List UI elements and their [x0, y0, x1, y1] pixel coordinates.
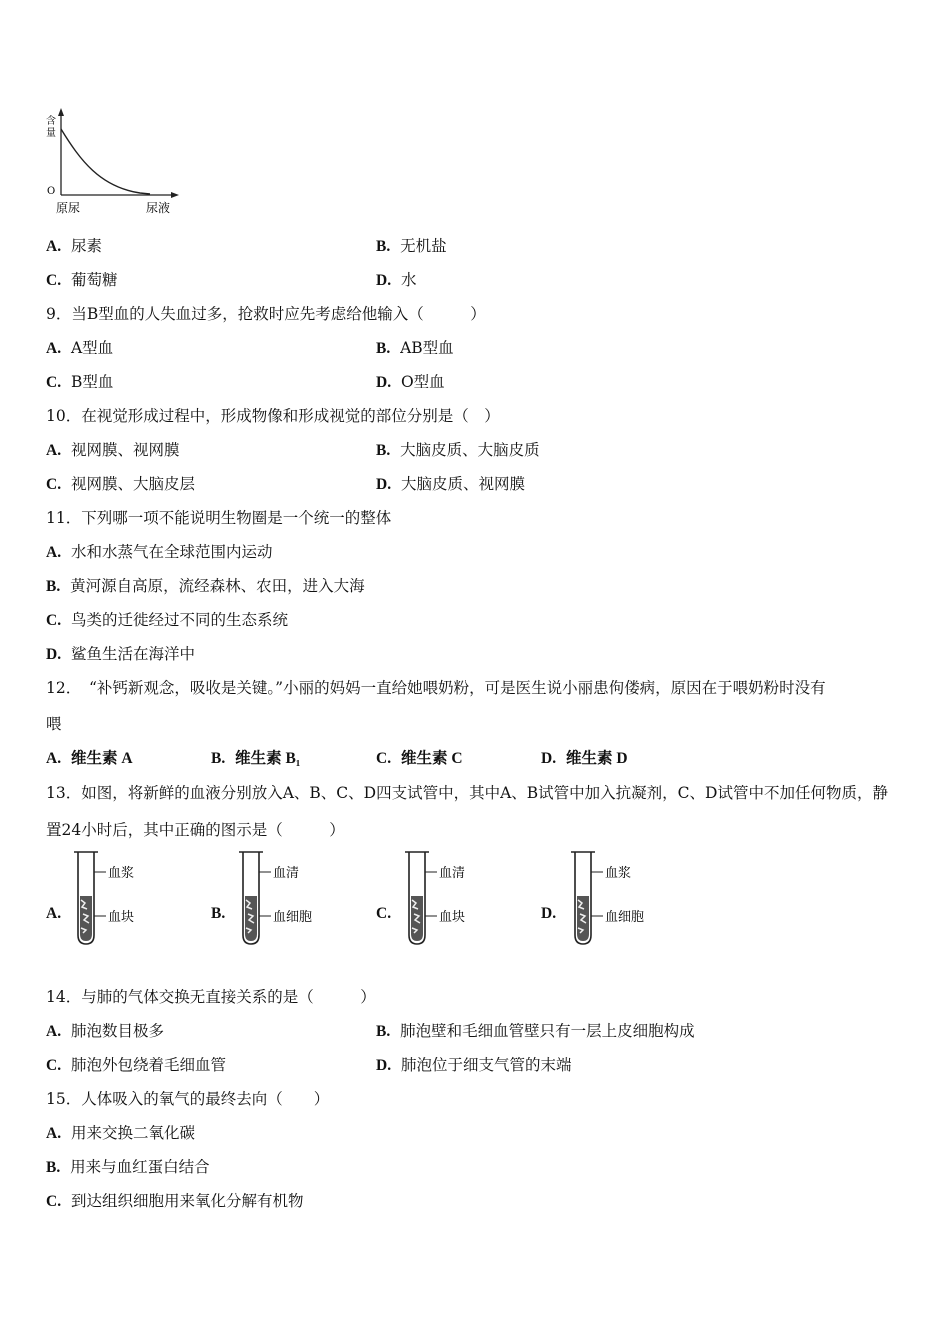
q14-option-b: B. 肺泡壁和毛细血管壁只有一层上皮细胞构成	[376, 1022, 695, 1040]
q9-option-d: D. O型血	[376, 373, 445, 391]
graph-x-end: 尿液	[146, 201, 171, 215]
q10-stem: 10．在视觉形成过程中，形成物像和形成视觉的部位分别是（ ）	[46, 407, 500, 425]
q10-option-c: C. 视网膜、大脑皮层	[46, 475, 195, 493]
q15-option-c: C. 到达组织细胞用来氧化分解有机物	[46, 1192, 304, 1210]
graph-x-start: 原尿	[56, 201, 81, 215]
q10-option-d: D. 大脑皮质、视网膜	[376, 475, 525, 493]
q9-stem: 9．当B型血的人失血过多，抢救时应先考虑给他输入（ ）	[46, 305, 486, 323]
tube-c-top-label: 血清	[439, 866, 466, 881]
tube-b-bottom-label: 血细胞	[273, 910, 313, 925]
q11-option-b: B. 黄河源自高原，流经森林、农田，进入大海	[46, 577, 365, 595]
q11-option-a: A. 水和水蒸气在全球范围内运动	[46, 543, 273, 561]
q12-stem-line1: 12． “补钙新观念，吸收是关键。”小丽的妈妈一直给她喂奶粉，可是医生说小丽患佝偻病，原因在于喂奶粉时没有	[46, 679, 826, 697]
tube-b-letter: B.	[211, 905, 226, 922]
q11-option-d: D. 鲨鱼生活在海洋中	[46, 645, 195, 663]
q11-stem: 11．下列哪一项不能说明生物圈是一个统一的整体	[46, 509, 392, 527]
q12-option-b: B. 维生素 B₁	[211, 750, 301, 767]
tube-b-figure	[235, 850, 335, 948]
graph-origin: O	[47, 186, 56, 197]
q12-option-d: D. 维生素 D	[541, 750, 628, 767]
q15-option-a: A. 用来交换二氧化碳	[46, 1124, 195, 1142]
q8-option-d: D. 水	[376, 271, 417, 289]
q10-option-b: B. 大脑皮质、大脑皮质	[376, 441, 540, 459]
q14-stem: 14．与肺的气体交换无直接关系的是（ ）	[46, 988, 376, 1006]
tube-d-figure	[567, 850, 667, 948]
tube-c-letter: C.	[376, 905, 392, 922]
q14-option-d: D. 肺泡位于细支气管的末端	[376, 1056, 572, 1074]
tube-b-top-label: 血清	[273, 866, 300, 881]
tube-a-figure	[70, 850, 150, 948]
q12-stem-line2: 喂	[46, 715, 62, 733]
q8-option-a: A. 尿素	[46, 237, 102, 255]
tube-d-top-label: 血浆	[605, 866, 632, 881]
tube-c-bottom-label: 血块	[439, 910, 466, 925]
q14-option-c: C. 肺泡外包绕着毛细血管	[46, 1056, 226, 1074]
q8-option-c: C. 葡萄糖	[46, 271, 118, 289]
tube-d-letter: D.	[541, 905, 557, 922]
q9-option-c: C. B型血	[46, 373, 114, 391]
tube-c-figure	[401, 850, 481, 948]
q13-stem-line1: 13．如图，将新鲜的血液分别放入A、B、C、D四支试管中，其中A、B试管中加入抗凝剂，C、D试管中不加任何物质，静	[46, 784, 888, 802]
graph-y-label-1: 含	[46, 116, 56, 127]
tube-a-top-label: 血浆	[108, 866, 135, 881]
tube-d-bottom-label: 血细胞	[605, 910, 645, 925]
q13-stem-line2: 置24小时后，其中正确的图示是（ ）	[46, 821, 345, 839]
q14-option-a: A. 肺泡数目极多	[46, 1022, 164, 1040]
q12-option-c: C. 维生素 C	[376, 750, 463, 767]
q15-option-b: B. 用来与血红蛋白结合	[46, 1158, 210, 1176]
q11-option-c: C. 鸟类的迁徙经过不同的生态系统	[46, 611, 288, 629]
q15-stem: 15．人体吸入的氧气的最终去向（ ）	[46, 1090, 330, 1108]
tube-a-bottom-label: 血块	[108, 910, 135, 925]
graph-y-label-2: 量	[46, 128, 56, 139]
q12-option-a: A. 维生素 A	[46, 750, 133, 767]
tube-a-letter: A.	[46, 905, 62, 922]
q9-option-a: A. A型血	[46, 339, 114, 357]
q9-option-b: B. AB型血	[376, 339, 454, 357]
q10-option-a: A. 视网膜、视网膜	[46, 441, 180, 459]
content-curve-graph	[40, 105, 190, 220]
q8-option-b: B. 无机盐	[376, 237, 447, 255]
